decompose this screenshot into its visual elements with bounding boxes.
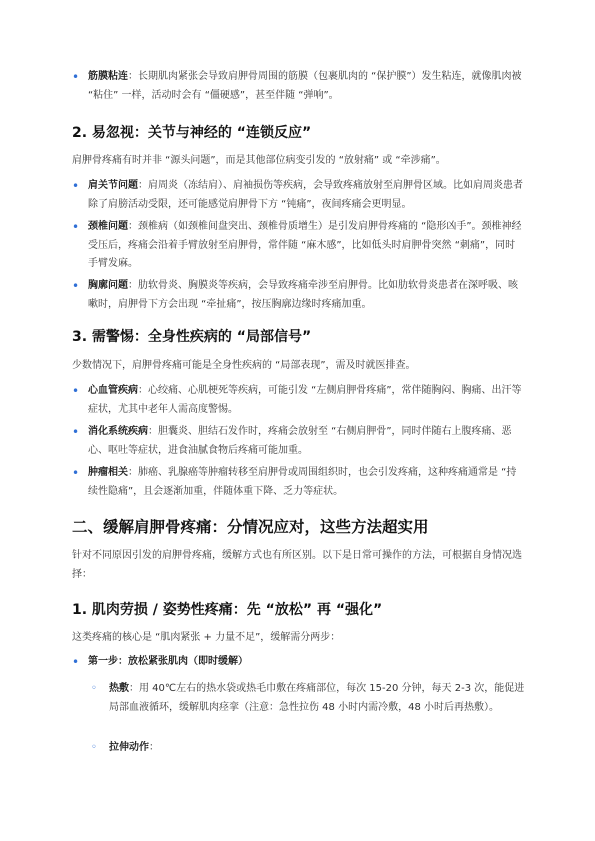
term-heat: 热敷 (109, 683, 129, 694)
term-stretch: 拉伸动作 (109, 742, 149, 753)
list-item-step-1 (88, 653, 525, 672)
list-item-cardiovascular (88, 382, 525, 419)
list-item-cervical (88, 218, 525, 274)
text-digestive: ：胆囊炎、胆结石发作时，疼痛会放射至 “右侧肩胛骨”，同时伴随右上腹疼痛、恶心、呕吐等症状，进食油腻食物后疼痛可能加重。 (88, 426, 512, 456)
text-cardiovascular: ：心绞痛、心肌梗死等疾病，可能引发 “左侧肩胛骨疼痛”，常伴随胸闷、胸痛、出汗等症状，尤其中老年人需高度警惕。 (88, 385, 522, 415)
section-2-intro: 肩胛骨疼痛有时并非 “源头问题”，而是其他部位病变引发的 “放射痛” 或 “牵涉痛”。 (72, 155, 446, 166)
term-cardiovascular: 心血管疾病 (88, 385, 138, 396)
section-3-intro: 少数情况下，肩胛骨疼痛可能是全身性疾病的 “局部表现”，需及时就医排查。 (72, 360, 416, 371)
term-fascia-adhesion: 筋膜粘连 (88, 71, 128, 82)
list-item-fascia-adhesion (88, 68, 525, 105)
text-heat: ：用 40℃左右的热水袋或热毛巾敷在疼痛部位，每次 15-20 分钟，每天 2-3 次，能促进局部血液循环，缓解肌肉痉挛（注意：急性拉伤 48 小时内需冷敷，48 小时后再热敷）。 (109, 683, 525, 713)
step-1-title: 第一步：放松紧张肌肉（即时缓解） (88, 656, 248, 667)
text-tumor: ：肺癌、乳腺癌等肿瘤转移至肩胛骨或周围组织时，也会引发疼痛，这种疼痛通常是 “持续性隐痛”，且会逐渐加重，伴随体重下降、乏力等症状。 (88, 467, 517, 497)
part-heading-2: 二、缓解肩胛骨疼痛：分情况应对，这些方法超实用 (72, 518, 429, 536)
part-2-intro: 针对不同原因引发的肩胛骨疼痛，缓解方式也有所区别。以下是日常可操作的方法，可根据自身情况选择： (72, 550, 522, 580)
list-item-digestive (88, 423, 525, 460)
sub-item-heat (109, 680, 525, 717)
list-item-shoulder-joint (88, 177, 525, 214)
term-digestive: 消化系统疾病 (88, 426, 148, 437)
term-thorax: 胸廓问题 (88, 280, 128, 291)
text-cervical: ：颈椎病（如颈椎间盘突出、颈椎骨质增生）是引发肩胛骨疼痛的 “隐形凶手”。颈椎神经受压后，疼痛会沿着手臂放射至肩胛骨，常伴随 “麻木感”，比如低头时肩胛骨突然 “刺痛”，同时手臂发麻。 (88, 221, 522, 269)
term-cervical: 颈椎问题 (88, 221, 128, 232)
term-shoulder-joint: 肩关节问题 (88, 180, 138, 191)
text-fascia-adhesion: ：长期肌肉紧张会导致肩胛骨周围的筋膜（包裹肌肉的 “保护膜”）发生粘连，就像肌肉被 “粘住” 一样，活动时会有 “僵硬感”，甚至伴随 “弹响”。 (88, 71, 522, 101)
text-shoulder-joint: ：肩周炎（冻结肩）、肩袖损伤等疾病，会导致疼痛放射至肩胛骨区域。比如肩周炎患者除了肩膀活动受限，还可能感觉肩胛骨下方 “钝痛”，夜间疼痛会更明显。 (88, 180, 523, 210)
list-item-thorax (88, 277, 525, 314)
subsection-heading-1: 1. 肌肉劳损 / 姿势性疼痛：先 “放松” 再 “强化” (72, 602, 383, 618)
text-stretch: ： (149, 742, 159, 753)
section-heading-3: 3. 需警惕：全身性疾病的 “局部信号” (72, 329, 312, 345)
term-tumor: 肿瘤相关 (88, 467, 128, 478)
section-heading-2: 2. 易忽视：关节与神经的 “连锁反应” (72, 125, 312, 141)
sub-item-stretch (109, 739, 525, 758)
subsection-1-intro: 这类疼痛的核心是 “肌肉紧张 + 力量不足”，缓解需分两步： (72, 632, 341, 643)
text-thorax: ：肋软骨炎、胸膜炎等疾病，会导致疼痛牵涉至肩胛骨。比如肋软骨炎患者在深呼吸、咳嗽时，肩胛骨下方会出现 “牵扯痛”，按压胸廓边缘时疼痛加重。 (88, 280, 518, 310)
list-item-tumor (88, 464, 525, 501)
